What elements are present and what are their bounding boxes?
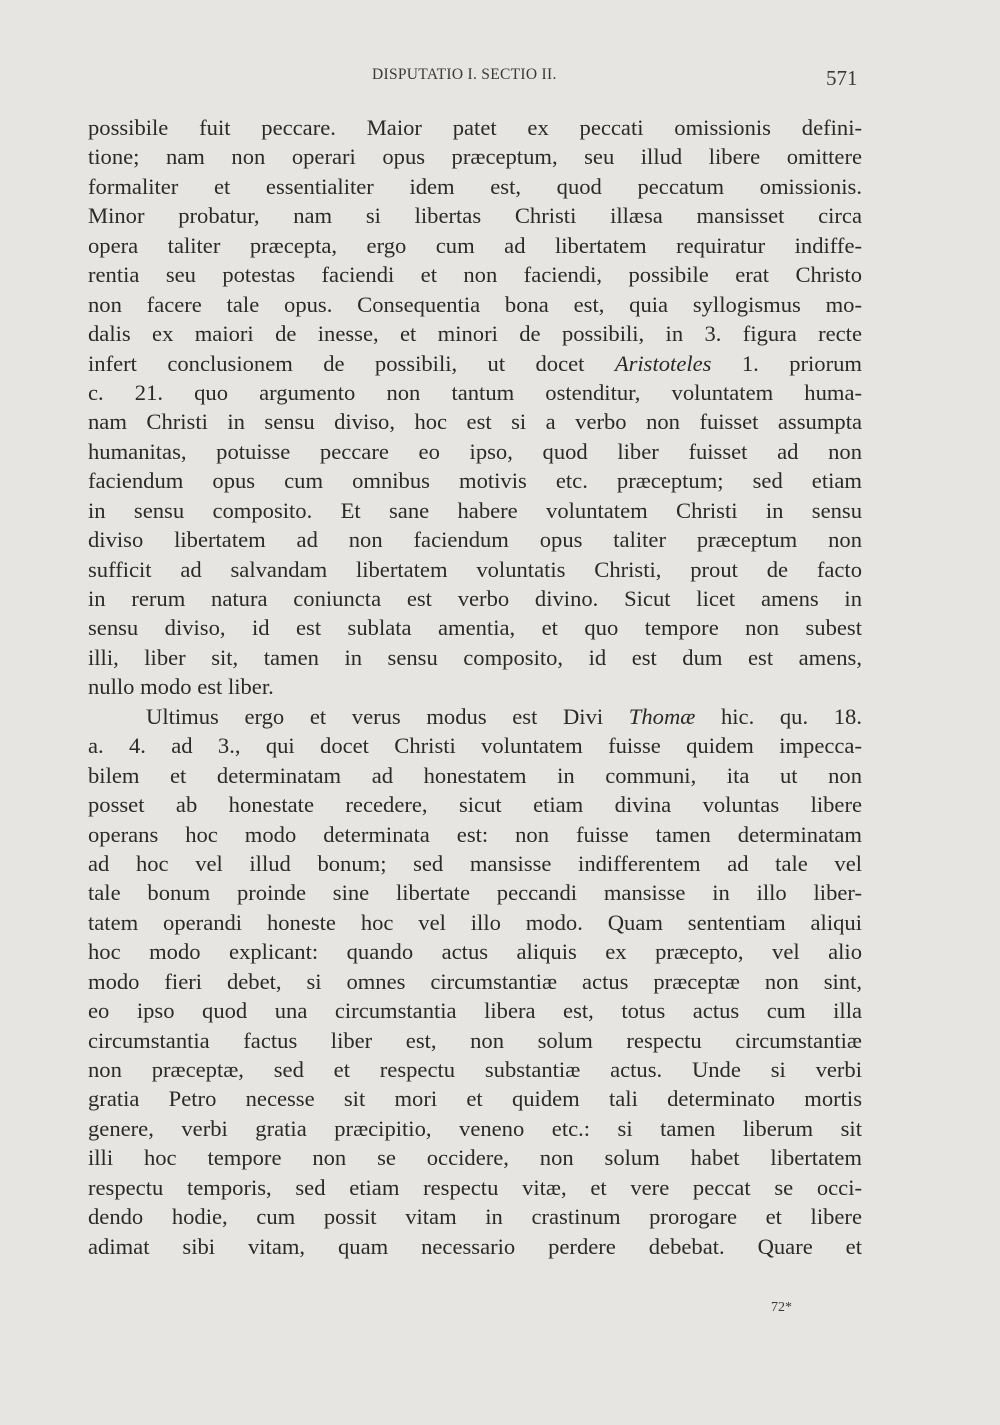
text-line bbox=[88, 613, 862, 642]
text-run: tatem operandi honeste hoc vel illo modo. Quam sententiam aliqui bbox=[88, 909, 862, 935]
text-line bbox=[88, 231, 862, 260]
text-run: adimat sibi vitam, quam necessario perdere debebat. Quare et bbox=[88, 1233, 862, 1259]
text-run: Ultimus ergo et verus modus est Divi bbox=[146, 703, 629, 729]
text-run: genere, verbi gratia præcipitio, veneno etc.: si tamen liberum sit bbox=[88, 1115, 862, 1141]
text-line bbox=[88, 672, 862, 701]
text-run: Minor probatur, nam si libertas Christi illæsa mansisset circa bbox=[88, 203, 862, 229]
text-run: posset ab honestate recedere, sicut etiam divina voluntas libere bbox=[88, 792, 862, 818]
text-line bbox=[88, 260, 862, 289]
text-line bbox=[88, 113, 862, 142]
text-line bbox=[88, 937, 862, 966]
text-run: hic. qu. 18. bbox=[695, 703, 862, 729]
text-run: c. 21. quo argumento non tantum ostenditur, voluntatem huma- bbox=[88, 379, 862, 405]
text-line bbox=[88, 1084, 862, 1113]
text-line bbox=[88, 525, 862, 554]
text-line bbox=[88, 702, 862, 731]
text-run: modo fieri debet, si omnes circumstantiæ actus præceptæ non sint, bbox=[88, 968, 862, 994]
text-run: illi, liber sit, tamen in sensu composito, id est dum est amens, bbox=[88, 644, 862, 670]
text-run: sensu diviso, id est sublata amentia, et quo tempore non subest bbox=[88, 615, 862, 641]
text-line bbox=[88, 1026, 862, 1055]
text-run: non præceptæ, sed et respectu substantiæ actus. Unde si verbi bbox=[88, 1057, 862, 1082]
italic-name: Thomæ bbox=[628, 703, 696, 729]
text-run: possibile fuit peccare. Maior patet ex peccati omissionis defini- bbox=[88, 115, 862, 140]
text-line bbox=[88, 172, 862, 201]
text-line bbox=[88, 820, 862, 849]
italic-name: Aristoteles bbox=[614, 350, 712, 376]
text-run: sufficit ad salvandam libertatem voluntatis Christi, prout de facto bbox=[88, 556, 862, 582]
body-text bbox=[88, 113, 862, 1261]
text-line bbox=[88, 349, 862, 378]
text-run: in rerum natura coniuncta est verbo divino. Sicut licet amens in bbox=[88, 586, 862, 611]
running-title: DISPUTATIO I. SECTIO II. bbox=[372, 66, 557, 83]
text-line bbox=[88, 201, 862, 230]
text-line bbox=[88, 1202, 862, 1231]
text-run: eo ipso quod una circumstantia libera est, totus actus cum illa bbox=[88, 998, 862, 1024]
text-line bbox=[88, 761, 862, 790]
page-number: 571 bbox=[826, 66, 858, 90]
text-line bbox=[88, 790, 862, 819]
text-line bbox=[88, 378, 862, 407]
text-run: rentia seu potestas faciendi et non faciendi, possibile erat Christo bbox=[88, 262, 862, 288]
text-run: opera taliter præcepta, ergo cum ad libertatem requiratur indiffe- bbox=[88, 232, 862, 258]
text-run: formaliter et essentialiter idem est, quod peccatum omissionis. bbox=[88, 173, 862, 199]
text-run: hoc modo explicant: quando actus aliquis ex præcepto, vel alio bbox=[88, 939, 862, 965]
text-run: respectu temporis, sed etiam respectu vitæ, et vere peccat se occi- bbox=[88, 1174, 862, 1200]
text-run: non facere tale opus. Consequentia bona est, quia syllogismus mo- bbox=[88, 291, 862, 317]
text-run: faciendum opus cum omnibus motivis etc. præceptum; sed etiam bbox=[88, 468, 862, 494]
text-run: 1. priorum bbox=[711, 350, 862, 376]
text-run: circumstantia factus liber est, non solum respectu circumstantiæ bbox=[88, 1027, 862, 1053]
text-line bbox=[88, 967, 862, 996]
text-line bbox=[88, 878, 862, 907]
text-line bbox=[88, 1173, 862, 1202]
text-line bbox=[88, 1055, 862, 1084]
text-line bbox=[88, 643, 862, 672]
text-run: in sensu composito. Et sane habere voluntatem Christi in sensu bbox=[88, 497, 862, 523]
text-run: tale bonum proinde sine libertate peccandi mansisse in illo liber- bbox=[88, 880, 862, 906]
text-line bbox=[88, 1232, 862, 1261]
text-line bbox=[88, 496, 862, 525]
text-line bbox=[88, 142, 862, 171]
text-run: humanitas, potuisse peccare eo ipso, quod liber fuisset ad non bbox=[88, 438, 862, 464]
text-line bbox=[88, 437, 862, 466]
signature-mark: 72* bbox=[771, 1300, 792, 1315]
text-run: ad hoc vel illud bonum; sed mansisse indifferentem ad tale vel bbox=[88, 850, 862, 876]
text-run: nullo modo est liber. bbox=[88, 674, 274, 700]
text-line bbox=[88, 996, 862, 1025]
text-line bbox=[88, 731, 862, 760]
text-line bbox=[88, 908, 862, 937]
text-line bbox=[88, 466, 862, 495]
text-run: bilem et determinatam ad honestatem in communi, ita ut non bbox=[88, 762, 862, 788]
text-line bbox=[88, 555, 862, 584]
text-run: nam Christi in sensu diviso, hoc est si a verbo non fuisset assumpta bbox=[88, 409, 862, 435]
text-line bbox=[88, 319, 862, 348]
text-line bbox=[88, 407, 862, 436]
text-line bbox=[88, 1143, 862, 1172]
text-line bbox=[88, 849, 862, 878]
text-run: operans hoc modo determinata est: non fuisse tamen determinatam bbox=[88, 821, 862, 847]
text-run: gratia Petro necesse sit mori et quidem tali determinato mortis bbox=[88, 1086, 862, 1112]
text-line bbox=[88, 290, 862, 319]
text-run: dendo hodie, cum possit vitam in crastinum prorogare et libere bbox=[88, 1204, 862, 1230]
text-run: illi hoc tempore non se occidere, non solum habet libertatem bbox=[88, 1145, 862, 1171]
text-run: infert conclusionem de possibili, ut docet bbox=[88, 350, 615, 376]
text-run: dalis ex maiori de inesse, et minori de possibili, in 3. figura recte bbox=[88, 321, 862, 347]
text-run: diviso libertatem ad non faciendum opus taliter præceptum non bbox=[88, 527, 862, 553]
text-line bbox=[88, 1114, 862, 1143]
text-line bbox=[88, 584, 862, 613]
text-run: a. 4. ad 3., qui docet Christi voluntatem fuisse quidem impecca- bbox=[88, 733, 862, 759]
text-run: tione; nam non operari opus præceptum, seu illud libere omittere bbox=[88, 144, 862, 170]
